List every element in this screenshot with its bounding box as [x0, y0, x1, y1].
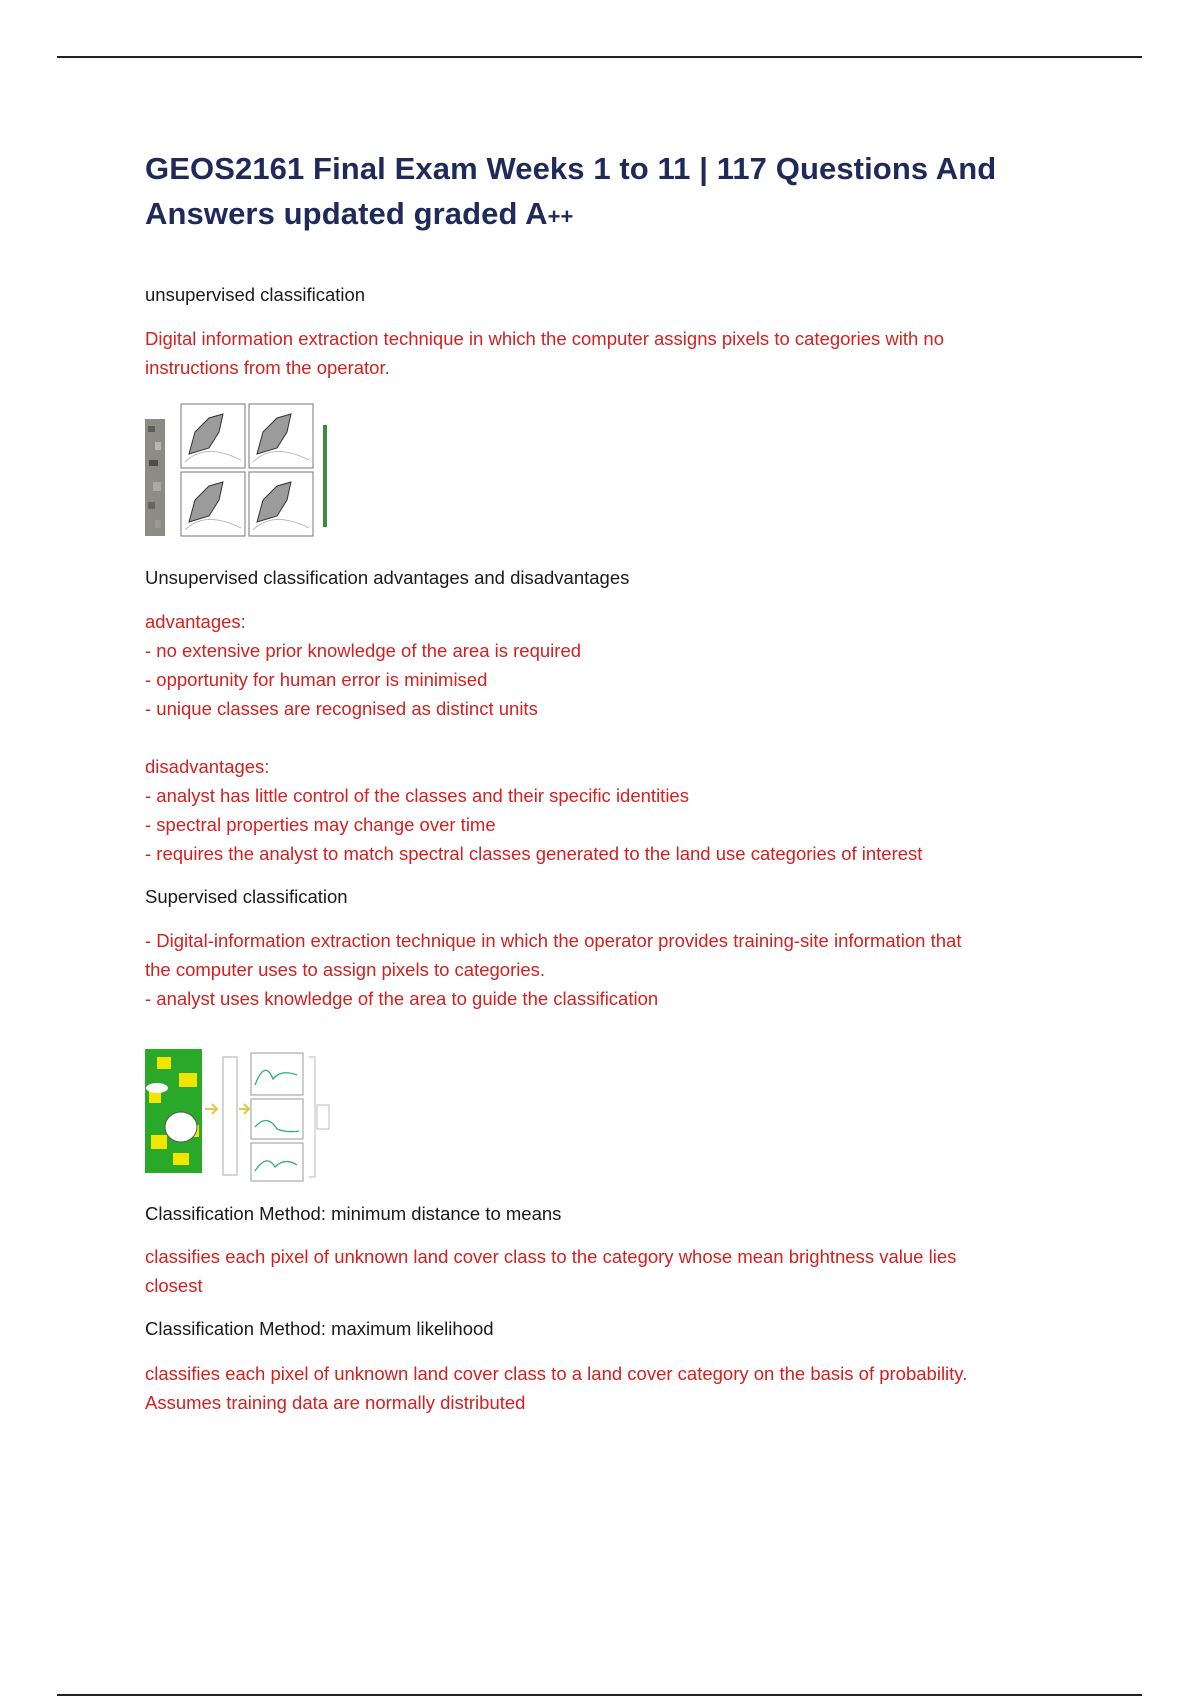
question-3: Supervised classification — [145, 886, 348, 907]
supervised-classification-figure — [145, 1035, 330, 1185]
answer-1: Digital information extraction technique in which the computer assigns pixels to categories with no instructions from the operator. — [145, 328, 944, 378]
footer-rule — [57, 1694, 1142, 1696]
page-title: GEOS2161 Final Exam Weeks 1 to 11 | 117 Questions And Answers updated graded A++ — [145, 151, 997, 231]
question-5: Classification Method: maximum likelihood — [145, 1318, 494, 1339]
question-4: Classification Method: minimum distance to means — [145, 1203, 562, 1224]
question-2: Unsupervised classification advantages and disadvantages — [145, 567, 630, 588]
answer-2: advantages: - no extensive prior knowledge of the area is required - opportunity for human error is minimised - unique classes are recognised as distinct units disadvantages: - analyst has little control of the classes and their specific identities - spectral properties may change over time - requires the analyst to match spectral classes generated to the land use categories of interest — [145, 611, 923, 864]
answer-5: classifies each pixel of unknown land cover class to a land cover category on the basis of probability. Assumes training data are normally distributed — [145, 1363, 968, 1413]
answer-4: classifies each pixel of unknown land cover class to the category whose mean brightness value lies closest — [145, 1246, 957, 1296]
unsupervised-classification-figure — [145, 402, 330, 552]
question-1: unsupervised classification — [145, 284, 366, 305]
document-body — [145, 146, 1095, 1417]
answer-3: - Digital-information extraction technique in which the operator provides training-site information that the computer uses to assign pixels to categories. - analyst uses knowledge of the area to guide the classification — [145, 930, 962, 1009]
header-rule — [57, 56, 1142, 58]
